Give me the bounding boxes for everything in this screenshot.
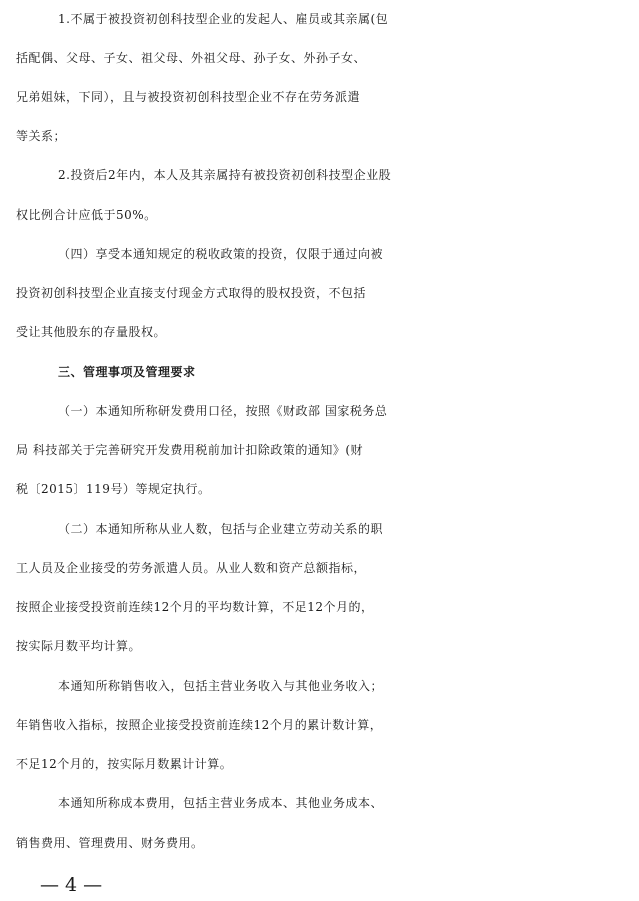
text-line: 销售费用、管理费用、财务费用。 (16, 836, 204, 850)
text-line: 兄弟姐妹，下同），且与被投资初创科技型企业不存在劳务派遣 (16, 90, 361, 104)
text-line: （二）本通知所称从业人数，包括与企业建立劳动关系的职 (58, 522, 384, 536)
text-line: 括配偶、父母、子女、祖父母、外祖父母、孙子女、外孙子女、 (16, 51, 367, 65)
text-line: 局 科技部关于完善研究开发费用税前加计扣除政策的通知》(财 (16, 443, 363, 457)
section-heading: 三、管理事项及管理要求 (58, 365, 196, 379)
text-line: 按实际月数平均计算。 (16, 639, 142, 653)
text-line: 本通知所称成本费用，包括主营业务成本、其他业务成本、 (58, 796, 384, 810)
text-line: （四）享受本通知规定的税收政策的投资，仅限于通过向被 (58, 247, 384, 261)
text-line: 受让其他股东的存量股权。 (16, 325, 167, 339)
text-line: 权比例合计应低于50%。 (16, 208, 157, 222)
text-line: 不足12个月的，按实际月数累计计算。 (16, 757, 233, 771)
text-line: 本通知所称销售收入，包括主营业务收入与其他业务收入； (58, 679, 384, 693)
text-line: 等关系； (16, 129, 67, 143)
text-line: 税〔2015〕119号）等规定执行。 (16, 482, 211, 496)
text-line: 工人员及企业接受的劳务派遣人员。从业人数和资产总额指标， (16, 561, 367, 575)
text-line: 按照企业接受投资前连续12个月的平均数计算，不足12个月的， (16, 600, 374, 614)
text-line: 年销售收入指标，按照企业接受投资前连续12个月的累计数计算， (16, 718, 383, 732)
page-number: — 4 — (40, 874, 103, 896)
text-line: 投资初创科技型企业直接支付现金方式取得的股权投资，不包括 (16, 286, 367, 300)
text-line: （一）本通知所称研发费用口径，按照《财政部 国家税务总 (58, 404, 388, 418)
text-line: 1.不属于被投资初创科技型企业的发起人、雇员或其亲属(包 (58, 12, 389, 26)
text-line: 2.投资后2年内，本人及其亲属持有被投资初创科技型企业股 (58, 168, 392, 182)
